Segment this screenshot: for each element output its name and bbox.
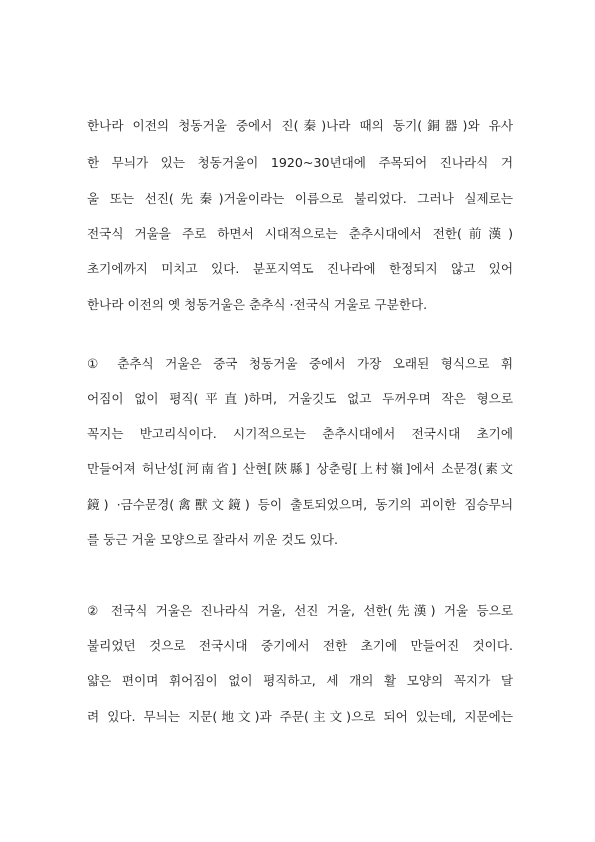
text-line: 한나라 이전의 청동거울 중에서 진(秦)나라 때의 동기(銅器)와 유사 [87, 118, 513, 133]
text-line: 려 있다. 무늬는 지문(地文)과 주문(主文)으로 되어 있는데, 지문에는 [87, 709, 513, 724]
text-line: 전국식 거울을 주로 하면서 시대적으로는 춘추시대에서 전한(前漢) [87, 226, 513, 241]
text-line: 한나라 이전의 옛 청동거울은 춘추식 ·전국식 거울로 구분한다. [87, 297, 428, 312]
text-line: 불리었던 것으로 전국시대 중기에서 전한 초기에 만들어진 것이다. [87, 638, 513, 653]
text-line: 를 둥근 거울 모양으로 잘라서 끼운 것도 있다. [87, 532, 339, 547]
text-line: 어짐이 없이 평직(平直)하며, 거울깃도 없고 두꺼우며 작은 형으로 [87, 391, 513, 406]
text-line: 얇은 편이며 휘어짐이 없이 평직하고, 세 개의 활 모양의 꼭지가 달 [87, 673, 513, 688]
text-line: 한 무늬가 있는 청동거울이 1920~30년대에 주목되어 진나라식 거 [87, 155, 513, 170]
text-line: 울 또는 선진(先秦)거울이라는 이름으로 불리었다. 그러나 실제로는 [87, 191, 513, 206]
text-line: 만들어져 허난성[河南省] 산현[陝縣] 상춘링[上村嶺]에서 소문경(素文 [87, 461, 513, 476]
text-line: 꼭지는 반고리식이다. 시기적으로는 춘추시대에서 전국시대 초기에 [87, 426, 513, 441]
text-line: 鏡) ·금수문경(禽獸文鏡) 등이 출토되었으며, 동기의 괴이한 짐승무늬 [87, 497, 513, 512]
text-line: ① 춘추식 거울은 중국 청동거울 중에서 가장 오래된 형식으로 휘 [87, 356, 513, 371]
text-line: 초기에까지 미치고 있다. 분포지역도 진나라에 한정되지 않고 있어 [87, 261, 513, 276]
text-line: ② 전국식 거울은 진나라식 거울, 선진 거울, 선한(先漢) 거울 등으로 [87, 603, 513, 618]
